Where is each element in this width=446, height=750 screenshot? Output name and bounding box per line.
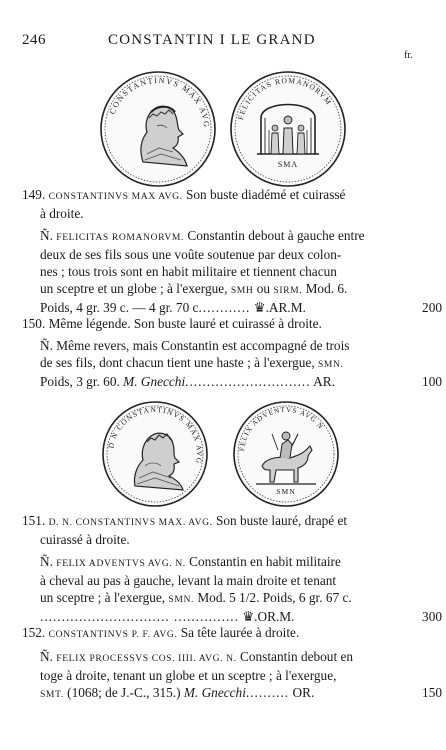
entry-151-reverse-legend: FELIX ADVENTVS AVG. N. <box>56 558 186 569</box>
entry-151-reverse-desc-2: à cheval au pas à gauche, levant la main droite et tenant <box>40 573 337 588</box>
page-number: 246 <box>22 32 46 48</box>
entry-149-reverse-desc: Constantin debout à gauche entre <box>187 228 365 243</box>
entry-149-obverse-desc-2: à droite. <box>40 206 84 221</box>
entry-151-legend: D. N. CONSTANTINVS MAX. AVG. <box>48 517 213 528</box>
exergue-mark: SIRM. <box>273 285 303 296</box>
page-title: CONSTANTIN I LE GRAND <box>108 32 316 48</box>
entry-150-reverse-desc-2: de ses fils, dont chacun tient une haste ; à l'exergue, <box>40 355 315 370</box>
coin-149-reverse <box>229 70 347 188</box>
entry-151-obverse-desc: Son buste lauré, drapé et <box>215 513 348 528</box>
entry-149-reverse-desc-4: un sceptre et un globe ; à l'exergue, <box>40 281 228 296</box>
exergue-mark: SMH <box>230 285 254 296</box>
entry-150-number: 150. <box>22 316 46 331</box>
entry-149-reverse-desc-2: deux de ses fils sous une voûte soutenue par deux colon- <box>40 247 342 262</box>
coin-151-reverse <box>232 400 340 508</box>
entry-152-reverse-desc-2: toge à droite, tenant un globe et un sceptre ; à l'exergue, <box>40 668 337 683</box>
coin-151-exergue: SMN <box>276 487 296 496</box>
entry-151-weight: Mod. 5 1/2. Poids, 6 gr. 67 c. <box>197 590 352 605</box>
entry-151-metal: ♛.OR.M. <box>242 609 295 624</box>
entry-151-number: 151. <box>22 513 46 528</box>
reverse-mark: Ñ. <box>40 228 53 243</box>
reverse-mark: Ñ. <box>40 338 53 353</box>
entry-151-value: 300 <box>422 609 442 624</box>
entry-151-obverse-desc-2: cuirassé à droite. <box>40 532 130 547</box>
entry-150 <box>22 315 442 390</box>
entry-150-value: 100 <box>422 374 442 389</box>
coin-149-exergue: SMA <box>277 160 299 169</box>
entry-149-metal: ♛.AR.M. <box>253 300 306 315</box>
entry-149-value: 200 <box>422 300 442 315</box>
entry-152-reverse-legend: FELIX PROCESSVS COS. IIII. AVG. N. <box>56 653 237 664</box>
entry-149-legend: CONSTANTINVS MAX AVG. <box>48 191 183 202</box>
reverse-mark: Ñ. <box>40 649 53 664</box>
coin-149-obverse <box>99 70 217 188</box>
text-connector: ou <box>256 281 271 296</box>
module-size: Mod. 6. <box>305 281 348 296</box>
reverse-mark: Ñ. <box>40 554 53 569</box>
entry-152-reverse-desc: Constantin debout en <box>240 649 354 664</box>
entry-152 <box>22 624 442 703</box>
leader-dots: ............ <box>198 300 251 315</box>
entry-150-obverse-desc: Même légende. Son buste lauré et cuirassé à droite. <box>48 316 322 331</box>
coin-151-obverse-legend: D N CONSTANTINVS MAX AVG <box>106 404 205 466</box>
entry-150-metal: AR. <box>313 374 335 389</box>
entry-149 <box>22 186 442 316</box>
exergue-mark: SMT. <box>40 689 64 700</box>
entry-150-collection: M. Gnecchi <box>123 374 186 389</box>
entry-152-obverse-desc: Sa tête laurée à droite. <box>180 625 300 640</box>
entry-150-weight: Poids, 3 gr. 60. <box>40 374 120 389</box>
leader-dots: .......... <box>245 685 290 700</box>
exergue-mark: SMN. <box>317 359 344 370</box>
coin-149-obverse-legend: CONSTANTINVS MAX AVG <box>107 75 212 129</box>
entry-152-collection: M. Gnecchi <box>183 685 246 700</box>
entry-151-reverse-desc: Constantin en habit militaire <box>189 554 341 569</box>
exergue-mark: SMN. <box>168 594 195 605</box>
leader-dots: .............................. ............... <box>40 609 239 624</box>
entry-150-reverse-desc: Même revers, mais Constantin est accompagné de trois <box>56 338 350 353</box>
coin-149-reverse-legend: FELICITAS ROMANORVM <box>235 75 334 121</box>
entry-151-reverse-desc-3: un sceptre ; à l'exergue, <box>40 590 166 605</box>
entry-152-value: 150 <box>422 685 442 700</box>
entry-149-weight: Poids, 4 gr. 39 c. — 4 gr. 70 c <box>40 300 199 315</box>
entry-151 <box>22 512 442 625</box>
coin-151-reverse-legend: FELIX ADVENTVS AVG N <box>238 405 326 452</box>
entry-152-date: (1068; de J.-C., 315.) <box>67 685 181 700</box>
value-unit-label: fr. <box>404 50 413 61</box>
entry-149-reverse-legend: FELICITAS ROMANORVM. <box>56 232 184 243</box>
entry-152-legend: CONSTANTINVS P. F. AVG. <box>48 629 178 640</box>
entry-149-number: 149. <box>22 187 46 202</box>
entry-149-reverse-desc-3: nes ; tous trois sont en habit militaire et tiennent chacun <box>40 264 337 279</box>
leader-dots: ............................. <box>185 374 311 389</box>
coin-151-obverse <box>101 400 209 508</box>
entry-152-metal: OR. <box>292 685 315 700</box>
entry-149-obverse-desc: Son buste diadémé et cuirassé <box>185 187 346 202</box>
entry-152-number: 152. <box>22 625 46 640</box>
